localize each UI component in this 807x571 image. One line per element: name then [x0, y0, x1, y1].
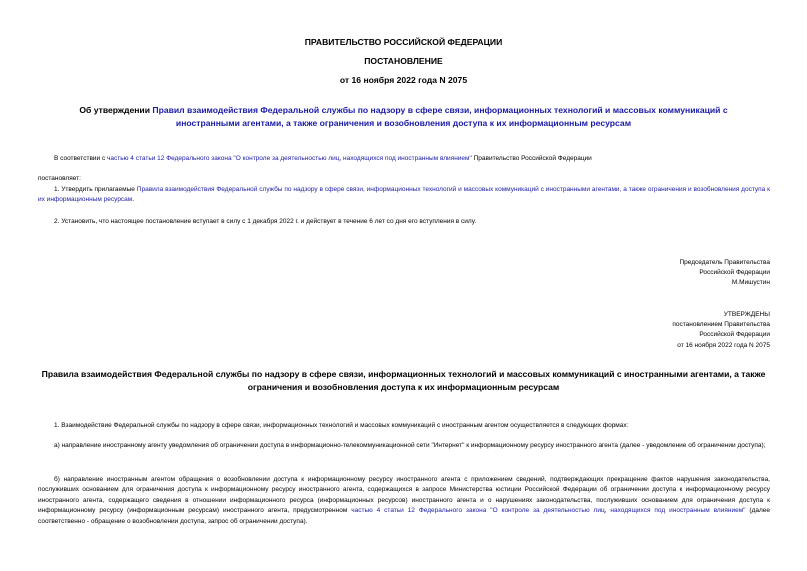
rules-item-b-after: (далее соответственно - обращение о возобновлении доступа, запрос об ограничении доступа). — [38, 507, 771, 525]
preamble-before: В соответствии с — [54, 155, 108, 162]
decides-text: постановляет: — [38, 175, 81, 182]
approval-date: от 16 ноября 2022 года N 2075 — [677, 341, 770, 349]
approval-country: Российской Федерации — [699, 331, 770, 339]
rules-item-b — [38, 475, 770, 527]
signature-block — [679, 258, 770, 289]
document-type: ПОСТАНОВЛЕНИЕ — [364, 56, 443, 66]
document-title — [70, 104, 737, 129]
approval-stamp: УТВЕРЖДЕНЫ — [723, 311, 770, 318]
point-2: 2. Установить, что настоящее постановление вступает в силу с 1 декабря 2022 г. и действует в течение 6 лет со дня его вступления в силу. — [54, 218, 477, 225]
point-1-after: . — [132, 196, 135, 204]
title-rules-link[interactable]: Правил взаимодействия Федеральной службы по надзору в сфере связи, информационных технологий и массовых коммуникаций с иностранными агентами, а также ограничения и возобновления доступа к их информационным ресурсам — [152, 105, 728, 128]
approval-block — [672, 310, 770, 351]
rules-item-a: а) направление иностранному агенту уведомления об ограничении доступа в информационно-телекоммуникационной сети "Интернет" к информационному ресурсу иностранного агента (далее - уведомление об ограничении доступа); — [54, 442, 766, 449]
approval-resolution: постановлением Правительства — [672, 321, 770, 329]
point-1 — [38, 185, 770, 206]
preamble-law-link[interactable]: частью 4 статьи 12 Федерального закона "О контроле за деятельностью лиц, находящихся под иностранным влиянием" — [107, 155, 472, 162]
preamble-after: Правительство Российской Федерации — [471, 155, 592, 162]
rules-item-1: 1. Взаимодействие Федеральной службы по надзору в сфере связи, информационных технологий и массовых коммуникаций с иностранным агентом осуществляется в следующих формах: — [54, 422, 629, 429]
signature-position: Председатель Правительства — [679, 259, 770, 266]
document-date-number: от 16 ноября 2022 года N 2075 — [339, 75, 468, 85]
point-1-rules-link[interactable]: Правила взаимодействия Федеральной службы по надзору в сфере связи, информационных технологий и массовых коммуникаций с иностранными агентами, а также ограничения и возобновления доступа к их информационным ресурсам — [38, 186, 770, 204]
signature-name: М.Мишустин — [731, 279, 770, 287]
preamble — [54, 154, 770, 164]
point-1-before: 1. Утвердить прилагаемые — [54, 186, 137, 193]
signature-country: Российской Федерации — [699, 269, 770, 277]
rules-item-b-law-link[interactable]: частью 4 статьи 12 Федерального закона "О контроле за деятельностью лиц, находящихся под иностранным влиянием" — [351, 507, 746, 515]
government-header: ПРАВИТЕЛЬСТВО РОССИЙСКОЙ ФЕДЕРАЦИИ — [304, 37, 503, 47]
rules-title: Правила взаимодействия Федеральной службы по надзору в сфере связи, информационных технологий и массовых коммуникаций с иностранными агентами, а также ограничения и возобновления доступа к их информационным ресурсам — [41, 369, 766, 392]
rules-item-b-before: б) направление иностранным агентом обращения о возобновлении доступа к информационному ресурсу иностранного агента с приложением сведений, подтверждающих прекращение фактов нарушения законодательства, послуживших основанием для ограничения доступа к информационному ресурсу иностранного агента, содержащихся в запросе Министерства юстиции Российской Федерации об ограничении доступа к информационному ресурсу иностранного агента, содержащего сведения в отношении информационного ресурса (информационных ресурсов) иностранного агента и о нарушениях законодательства, послуживших основанием для ограничения доступа к информационному ресурсу (информационным ресурсам) иностранного агента, предусмотренном — [38, 476, 770, 515]
title-prefix: Об утверждении — [79, 105, 153, 115]
